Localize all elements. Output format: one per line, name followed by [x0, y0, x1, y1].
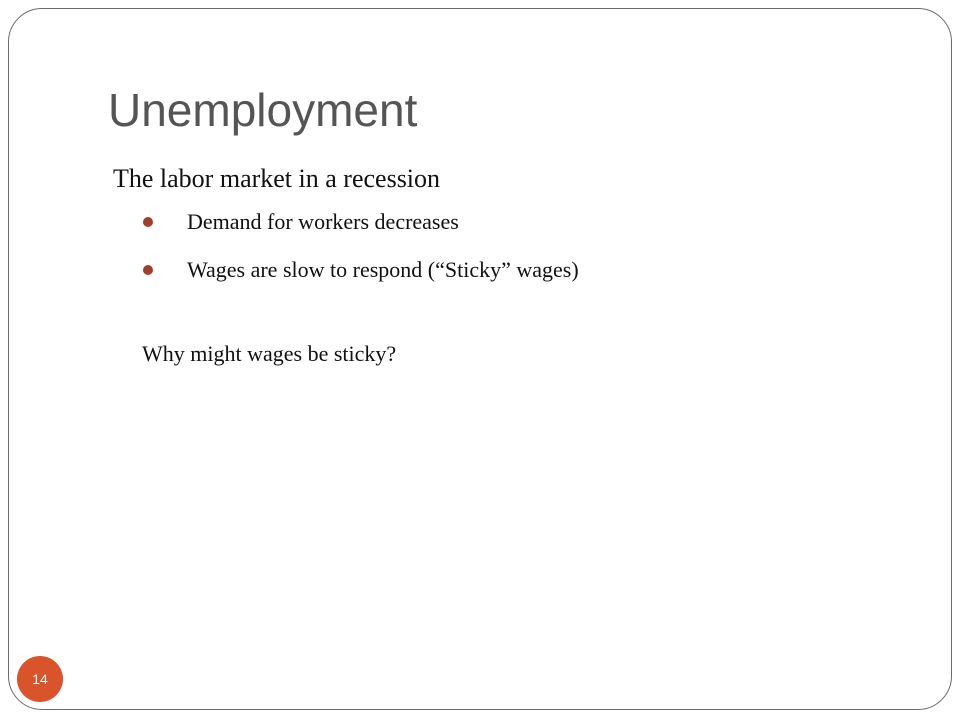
- slide-heading: The labor market in a recession: [113, 164, 441, 193]
- page-number-badge: 14: [17, 656, 63, 702]
- bullet-label: Wages are slow to respond (“Sticky” wages): [187, 257, 579, 282]
- bullet-dot-icon: [143, 265, 153, 275]
- bullet-dot-icon: [143, 217, 153, 227]
- bullet-label: Demand for workers decreases: [187, 209, 459, 234]
- slide-title: Unemployment: [108, 84, 418, 136]
- slide-question: Why might wages be sticky?: [142, 341, 397, 366]
